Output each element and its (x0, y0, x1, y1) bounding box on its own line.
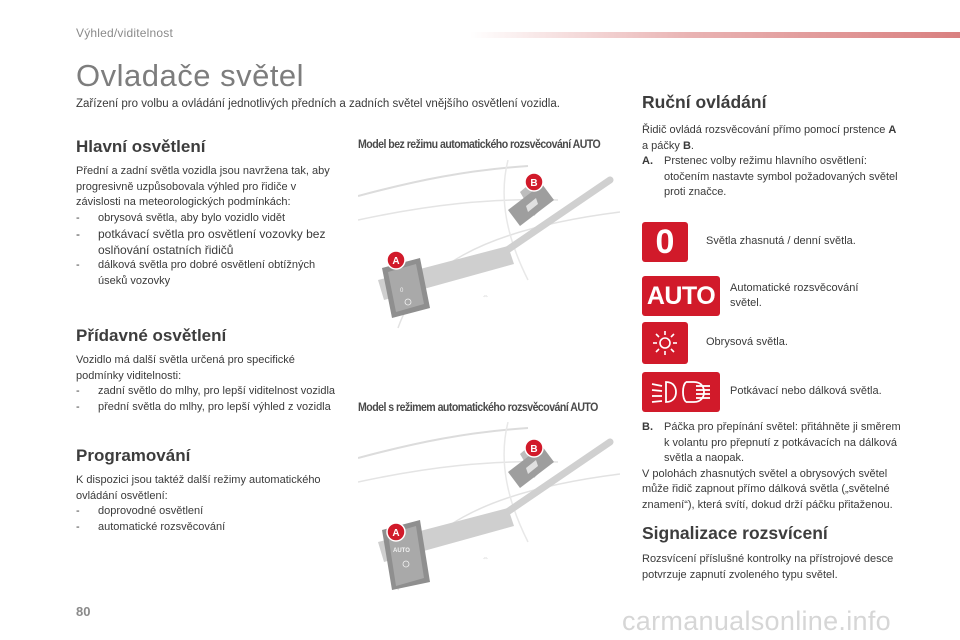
page-number: 80 (76, 604, 91, 619)
item-a: A. Prstenec volby režimu hlavního osvětlení: otočením nastavte symbol požadovaných světel proti značce. (642, 155, 898, 198)
auto-icon: AUTO (642, 276, 720, 316)
svg-text:0: 0 (400, 288, 404, 294)
label-a: A (392, 528, 400, 539)
label-b: B (530, 178, 538, 189)
list-item: - obrysová světla, aby bylo vozidlo vidět (76, 211, 286, 224)
additional-lighting-text: Vozidlo má další světla určená pro specifické podmínky viditelnosti: (76, 354, 295, 382)
mode-text: Automatické rozsvěcování světel. (730, 281, 859, 309)
programming-section (76, 445, 338, 535)
model-without-auto-heading: Model bez režimu automatického rozsvěcování AUTO (358, 137, 601, 151)
label-a: A (392, 256, 400, 267)
main-lighting-heading: Hlavní osvětlení (76, 137, 206, 156)
manual-heading: Ruční ovládání (642, 92, 767, 112)
section-label: Výhled/viditelnost (76, 26, 173, 40)
intro-text: Zařízení pro volbu a ovládání jednotlivých předních a zadních světel vnějšího osvětlení vozidla. (76, 98, 560, 110)
list-item: - automatické rozsvěcování (76, 520, 226, 533)
page-title: Ovladače světel (76, 58, 305, 93)
label-b: B (530, 444, 538, 455)
signal-text: Rozsvícení příslušné kontrolky na přístrojové desce potvrzuje zapnutí zvoleného typu světel. (642, 553, 894, 581)
right-column (642, 92, 902, 201)
header-accent-bar (470, 32, 960, 38)
list-item: - dálková světla pro dobré osvětlení obtížných úseků vozovky (76, 259, 316, 287)
mode-row-off (642, 222, 856, 262)
model-with-auto-heading: Model s režimem automatického rozsvěcování AUTO (358, 400, 598, 414)
manual-paragraph: V polohách zhasnutých světel a obrysových světel může řidič zapnout přímo dálková světla („světelné znamení“), která svítí, dokud drží páčku přitaženou. (642, 467, 893, 511)
mode-text: Potkávací nebo dálková světla. (730, 385, 882, 398)
mode-row-sidelights (642, 322, 788, 364)
list-item: - potkávací světla pro osvětlení vozovky bez oslňování ostatních řidičů (76, 227, 326, 257)
headlights-icon (642, 372, 720, 412)
left-column (76, 136, 338, 535)
watermark: carmanualsonline.info (622, 606, 891, 636)
mode-row-auto (642, 276, 880, 316)
list-item: - zadní světlo do mlhy, pro lepší viditelnost vozidla (76, 385, 336, 397)
list-item: - doprovodné osvětlení (76, 505, 204, 517)
additional-lighting-heading: Přídavné osvětlení (76, 326, 227, 345)
item-b: B. Páčka pro přepínání světel: přitáhněte ji směrem k volantu pro přepnutí z potkávacích na dálková světla a naopak. (642, 421, 901, 464)
zero-icon: 0 (642, 222, 688, 262)
signal-heading: Signalizace rozsvícení (642, 523, 828, 543)
stalk-illustration-with-auto (358, 422, 620, 592)
programming-heading: Programování (76, 446, 191, 465)
mode-text: Obrysová světla. (706, 336, 788, 349)
main-lighting-section (76, 136, 338, 289)
svg-text:⇔: ⇔ (482, 293, 489, 300)
svg-text:⇔: ⇔ (482, 555, 489, 562)
right-column-lower (642, 420, 904, 583)
sidelights-icon (642, 322, 688, 364)
stalk-illustration-without-auto (358, 160, 620, 330)
manual-text: Řidič ovládá rozsvěcování přímo pomocí prstence A a páčky B. (642, 124, 897, 152)
mode-row-headlights (642, 372, 882, 412)
stalk-auto-label: AUTO (393, 548, 410, 554)
programming-text: K dispozici jsou taktéž další režimy automatického ovládání osvětlení: (76, 474, 321, 502)
additional-lighting-section (76, 325, 338, 415)
main-lighting-text: Přední a zadní světla vozidla jsou navržena tak, aby progresivně uzpůsobovala výhled pro řidiče v závislosti na meteorologických podmínkách: (76, 165, 330, 208)
mode-text: Světla zhasnutá / denní světla. (706, 235, 856, 248)
list-item: - přední světla do mlhy, pro lepší výhled z vozidla (76, 400, 331, 413)
